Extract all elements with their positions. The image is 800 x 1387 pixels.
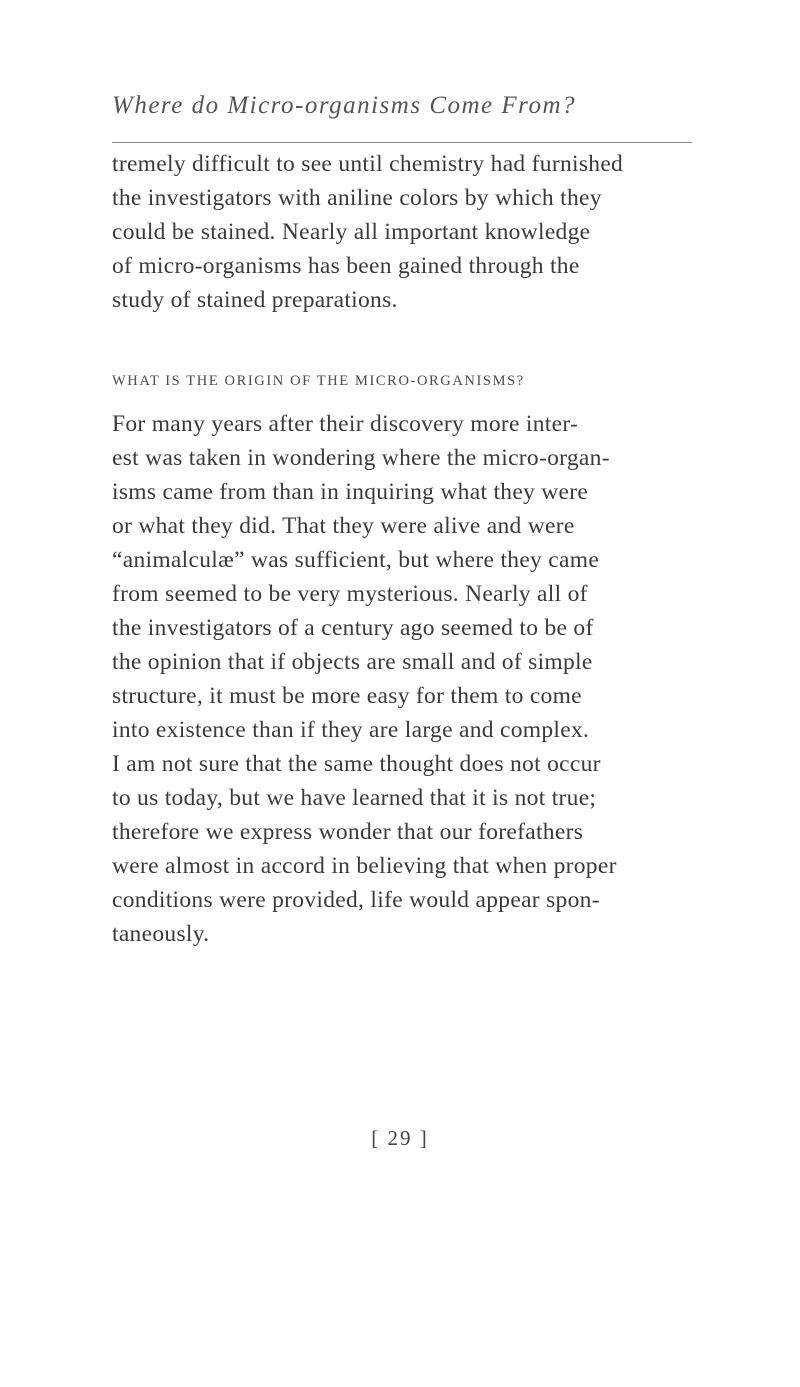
text-line: study of stained preparations. bbox=[112, 287, 398, 313]
paragraph-origin bbox=[112, 407, 712, 951]
text-line: isms came from than in inquiring what they were bbox=[112, 479, 589, 505]
text-line: conditions were provided, life would appear spon- bbox=[112, 887, 600, 913]
paragraph-continued bbox=[112, 147, 712, 317]
text-line: were almost in accord in believing that when proper bbox=[112, 853, 617, 879]
section-heading: WHAT IS THE ORIGIN OF THE MICRO-ORGANISMS? bbox=[112, 373, 525, 389]
text-line: into existence than if they are large and complex. bbox=[112, 717, 590, 743]
text-line: therefore we express wonder that our forefathers bbox=[112, 819, 584, 845]
header-rule bbox=[112, 142, 692, 143]
text-line: the investigators of a century ago seemed to be of bbox=[112, 615, 594, 641]
text-line: from seemed to be very mysterious. Nearly all of bbox=[112, 581, 588, 607]
text-line: could be stained. Nearly all important knowledge bbox=[112, 219, 591, 245]
text-line: the investigators with aniline colors by which they bbox=[112, 185, 602, 211]
text-line: of micro-organisms has been gained through the bbox=[112, 253, 580, 279]
page-number: [ 29 ] bbox=[371, 1126, 429, 1150]
running-head: Where do Micro-organisms Come From? bbox=[112, 92, 577, 119]
text-line: structure, it must be more easy for them to come bbox=[112, 683, 582, 709]
text-line: For many years after their discovery more inter- bbox=[112, 411, 579, 437]
text-line: est was taken in wondering where the micro-organ- bbox=[112, 445, 610, 471]
text-line: or what they did. That they were alive and were bbox=[112, 513, 575, 539]
text-line: taneously. bbox=[112, 921, 210, 947]
text-line: I am not sure that the same thought does not occur bbox=[112, 751, 601, 777]
text-line: “animalculæ” was sufficient, but where they came bbox=[112, 547, 600, 573]
text-line: tremely difficult to see until chemistry had furnished bbox=[112, 151, 624, 177]
text-line: to us today, but we have learned that it is not true; bbox=[112, 785, 597, 811]
text-line: the opinion that if objects are small and of simple bbox=[112, 649, 593, 675]
